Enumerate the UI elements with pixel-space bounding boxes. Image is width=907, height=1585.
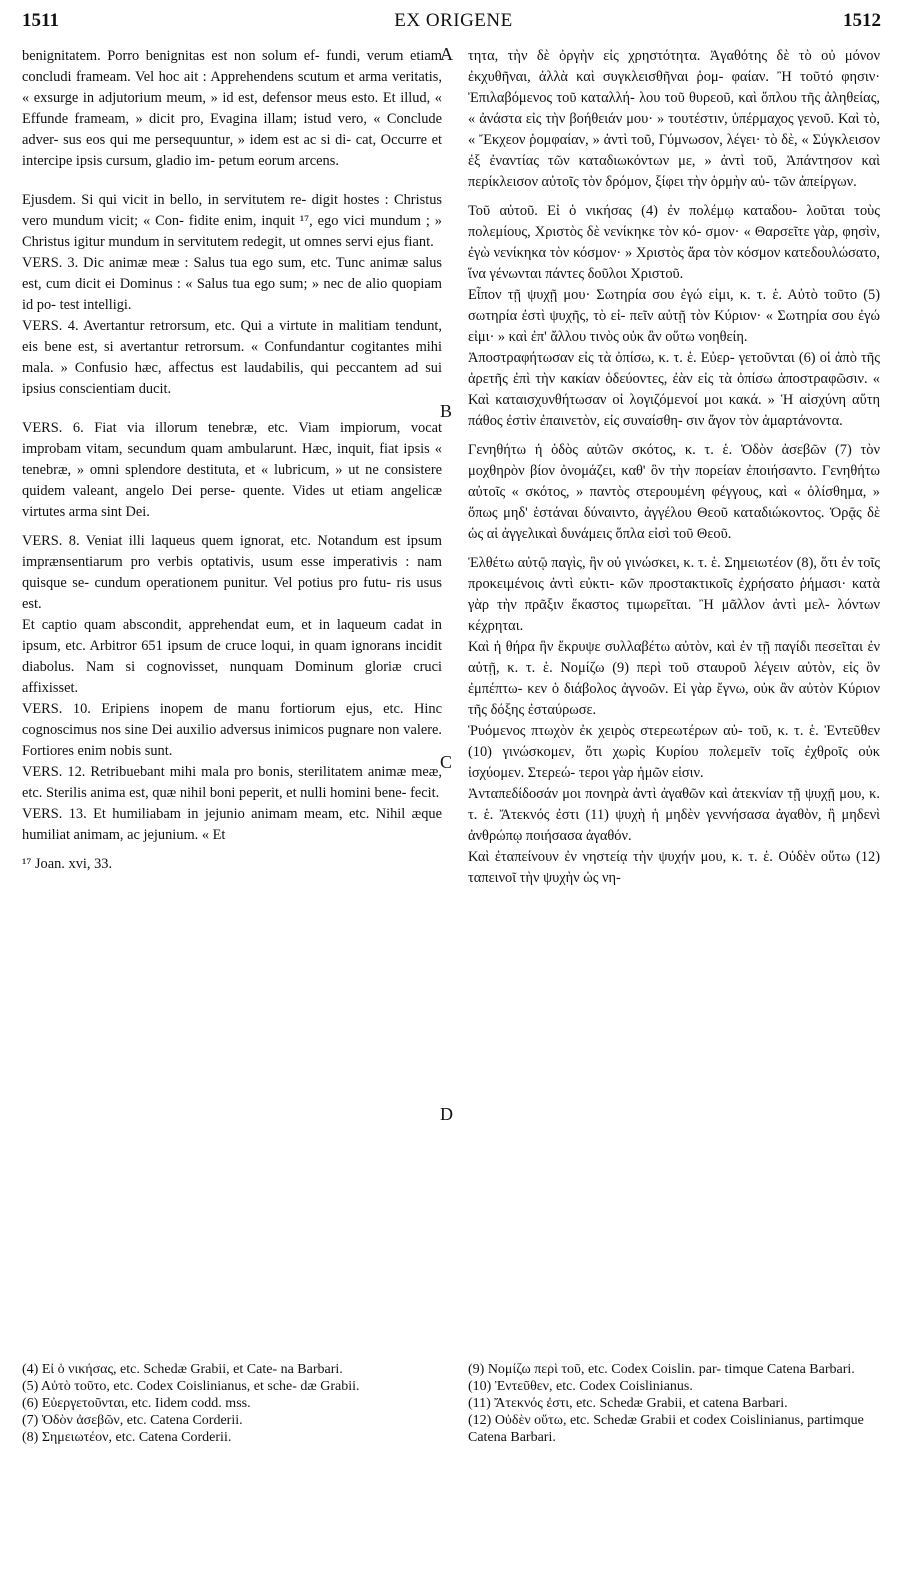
latin-paragraph: benignitatem. Porro benignitas est non solum ef- fundi, verum etiam concludi frameam. Vel hoc ait : Apprehendens scutum et arma veritatis, « exsurge in adjutorium meum, » id est, defensor meus esto. Et illud, « Effunde frameam, » dicit pro, Evagina illam; istud vero, « Conclude adver- sus eos qui me persequuntur, » idem est ac si di- cat, Occurre et intercipe ipsis cursum, gladio im- petum eorum arcens. xyxy=(22,48,442,169)
greek-paragraph: τητα, τὴν δὲ ὀργὴν εἰς χρηστότητα. Ἀγαθότης δὲ τὸ οὐ μόνον ἐκχυθῆναι, ἀλλὰ καὶ συγκλεισθῆναι ῥομ- φαίαν. Ἢ τοῦτό φησιν· Ἐπιλαβόμενος τοῦ καταλλή- λου τοῦ θυρεοῦ, καὶ ὅπλου τῆς ἀληθείας, « ἀνάστα εἰς τὴν βοήθειάν μου· » τουτέστιν, ὑπέρμαχος γενοῦ. Καὶ τὸ, « Ἔκχεον ῥομφαίαν, » ἀντὶ τοῦ, Γύμνωσον, λέγει· τὸ δὲ, « Σύγκλεισον ἐξ ἐναντίας τῶν καταδιωκόντων με, » ἀντὶ τοῦ, Ἀπάντησον καὶ περίκλεισον αὐτοῖς τὸν δρόμον, ξίφει τὴν ὁρμὴν αὐ- τῶν ἀπείργων. xyxy=(468,48,880,190)
note: (7) Ὁδὸν ἀσεβῶν, etc. Catena Corderii. xyxy=(22,1413,243,1428)
greek-paragraph: Ἀποστραφήτωσαν εἰς τὰ ὀπίσω, κ. τ. ἑ. Εὐερ- γετοῦνται (6) οἱ ἀπὸ τῆς ἀρετῆς ἐπὶ τὴν κακίαν ὁδεύοντες, ἐὰν εἰς τὰ ὀπίσω ἀποστραφῶσιν. « Καὶ καταισχυνθήτωσαν οἱ λογιζόμενοί μοι κακά. » Ἡ αἰσχύνη αὕτη πάθος ἐστὶν ἐπαινετὸν, εἰς συναίσθη- σιν ἄγον τὸν ἁμαρτάνοντα. xyxy=(468,350,880,429)
latin-paragraph: VERS. 10. Eripiens inopem de manu fortiorum ejus, etc. Hinc cognoscimus nos sine Dei auxilio adversus inimicos pugnare non valere. Fortiores enim nobis sunt. xyxy=(22,701,442,759)
greek-paragraph: Εἶπον τῇ ψυχῇ μου· Σωτηρία σου ἐγώ εἰμι, κ. τ. ἑ. Αὐτὸ τοῦτο (5) σωτηρία ἐστὶ ψυχῆς, τὸ εἰ- πεῖν αὐτῇ τὸν Κύριον· « Σωτηρία σου ἐγώ εἰμι· » καὶ ἐπ' ἄλλου τινὸς οὐκ ἂν οὕτω νοηθείη. xyxy=(468,287,880,345)
latin-paragraph: Et captio quam abscondit, apprehendat eum, et in laqueum cadat in ipsum, etc. Arbitror 651 ipsum de cruce loqui, in quam ignorans incidit diabolus. Nam si cognovisset, nunquam Dominum gloriæ cruci affixisset. xyxy=(22,617,442,696)
page-number-left: 1511 xyxy=(22,10,59,31)
note: (12) Οὐδὲν οὕτω, etc. Schedæ Grabii et codex Coislinianus, partimque Catena Barbari. xyxy=(468,1413,864,1445)
margin-letter-a: A xyxy=(440,44,453,64)
greek-paragraph: Καὶ ἐταπείνουν ἐν νηστείᾳ τὴν ψυχήν μου, κ. τ. ἑ. Οὐδὲν οὕτω (12) ταπεινοῖ τὴν ψυχὴν ὡς νη- xyxy=(468,849,880,886)
latin-paragraph: VERS. 4. Avertantur retrorsum, etc. Qui a virtute in malitiam tendunt, eis bene est, si avertantur retrorsum. « Confundantur cogitantes mihi mala. » Confusio hæc, affectus est laudabilis, qui peccantem ad sui ipsius conscientiam ducit. xyxy=(22,318,442,397)
margin-letter-d: D xyxy=(440,1104,453,1124)
latin-column xyxy=(22,46,442,875)
note: (9) Νομίζω περὶ τοῦ, etc. Codex Coislin. par- timque Catena Barbari. xyxy=(468,1362,855,1377)
page-number-right: 1512 xyxy=(843,10,881,31)
running-title: EX ORIGENE xyxy=(394,10,513,31)
latin-paragraph: VERS. 13. Et humiliabam in jejunio animam meam, etc. Nihil æque humiliat animam, ac jejunium. « Et xyxy=(22,806,442,843)
latin-paragraph: Ejusdem. Si qui vicit in bello, in servitutem re- digit hostes : Christus vero mundum vicit; « Con- fidite enim, inquit ¹⁷, ego vici mundum ; » Christus igitur mundum in servitutem redegit, ut omnes servi ejus fiant. xyxy=(22,192,442,250)
notes-right xyxy=(468,1361,880,1446)
latin-paragraph: VERS. 3. Dic animæ meæ : Salus tua ego sum, etc. Tunc animæ salus est, cum dicit ei Dominus : « Salus tua ego sum; » nec de alio quopiam id po- test intelligi. xyxy=(22,255,442,313)
note: (5) Αὐτὸ τοῦτο, etc. Codex Coislinianus, et sche- dæ Grabii. xyxy=(22,1379,360,1394)
note: (8) Σημειωτέον, etc. Catena Corderii. xyxy=(22,1430,232,1445)
margin-letter-c: C xyxy=(440,752,453,772)
greek-column xyxy=(468,46,880,889)
margin-letter-b: B xyxy=(440,401,453,421)
latin-paragraph: VERS. 8. Veniat illi laqueus quem ignorat, etc. Notandum est ipsum imprænsentiarum pro verbis optativis, usum esse imperativis : nam quisque se- cundum operationem punitur. Vel potius pro futu- ris usus est. xyxy=(22,533,442,612)
greek-paragraph: Ἐλθέτω αὐτῷ παγὶς, ἣν οὐ γινώσκει, κ. τ. ἑ. Σημειωτέον (8), ὅτι ἐν τοῖς προκειμένοις ἀντὶ εὐκτι- κῶν προστακτικοῖς ἐχρήσατο ῥήμασι· κατὰ γὰρ τὴν πρᾶξιν ἕκαστος τιμωρεῖται. Ἢ μᾶλλον ἀντὶ μελ- λόντων κέχρηται. xyxy=(468,555,880,634)
greek-paragraph: Ἀνταπεδίδοσάν μοι πονηρὰ ἀντὶ ἀγαθῶν καὶ ἀτεκνίαν τῇ ψυχῇ μου, κ. τ. ἑ. Ἄτεκνός ἐστι (11) ψυχὴ ἡ μηδὲν γεννήσασα ἀγαθὸν, ἢ μηδενὶ ἀνθρώπῳ ποιήσασα ἀγαθόν. xyxy=(468,786,880,844)
greek-paragraph: Γενηθήτω ἡ ὁδὸς αὐτῶν σκότος, κ. τ. ἑ. Ὁδὸν ἀσεβῶν (7) τὸν μοχθηρὸν βίον ὀνομάζει, καθ' ὃν τὴν πορείαν ἐποιήσαντο. Γενηθήτω αὐτοῖς « σκότος, » παντὸς στερουμένη φέγγους, καὶ « ὀλίσθημα, » ὅπως μηδ' ἑστάναι δύναιντο, ἀγγέλου Θεοῦ καταδιώκοντος. Ὁρᾷς δὲ ὡς αἱ ἀγγελικαὶ δυνάμεις ὅπλα εἰσὶ τοῦ Θεοῦ. xyxy=(468,442,880,542)
greek-paragraph: Τοῦ αὐτοῦ. Εἰ ὁ νικήσας (4) ἐν πολέμῳ καταδου- λοῦται τοὺς πολεμίους, Χριστὸς δὲ νενίκηκε τὸν κό- σμον· « Θαρσεῖτε γὰρ, φησὶν, ἐγὼ νενίκηκα τὸν κόσμον· » Χριστὸς ἄρα τὸν κόσμον κατεδουλώσατο, ἵνα γένωνται πάντες δοῦλοι Χριστοῦ. xyxy=(468,203,880,282)
page-header xyxy=(0,10,907,40)
footnote-reference: ¹⁷ Joan. xvi, 33. xyxy=(22,856,113,872)
latin-paragraph: VERS. 6. Fiat via illorum tenebræ, etc. Viam impiorum, vocat improbam vitam, secundum quam ambularunt. Hæc, inquit, fiat ipsis « tenebræ, » omni splendore destituta, et « lubricum, » ut ne consistere quidem valeant, angelo Dei perse- quente. Vides ut etiam angelicæ virtutes arma sint Dei. xyxy=(22,420,442,520)
greek-paragraph: Ῥυόμενος πτωχὸν ἐκ χειρὸς στερεωτέρων αὐ- τοῦ, κ. τ. ἑ. Ἐντεῦθεν (10) γινώσκομεν, ὅτι χωρὶς Κυρίου πολεμεῖν τοῖς ἐχθροῖς οὐκ ἰσχύομεν. Στερεώ- τεροι γὰρ ἡμῶν εἰσιν. xyxy=(468,723,880,781)
notes-left xyxy=(22,1361,442,1446)
note: (11) Ἄτεκνός ἐστι, etc. Schedæ Grabii, et catena Barbari. xyxy=(468,1396,788,1411)
note: (6) Εὐεργετοῦνται, etc. Iidem codd. mss. xyxy=(22,1396,251,1411)
note: (10) Ἐντεῦθεν, etc. Codex Coislinianus. xyxy=(468,1379,693,1394)
note: (4) Εἰ ὁ νικήσας, etc. Schedæ Grabii, et Cate- na Barbari. xyxy=(22,1362,343,1377)
greek-paragraph: Καὶ ἡ θήρα ἣν ἔκρυψε συλλαβέτω αὐτὸν, καὶ ἐν τῇ παγίδι πεσεῖται ἐν αὐτῇ, κ. τ. ἑ. Νομίζω (9) περὶ τοῦ σταυροῦ λέγειν αὐτὸν, εἰς ὃν ἐμπέπτω- κεν ὁ διάβολος ἀγνοῶν. Εἰ γὰρ ἔγνω, οὐκ ἂν αὐτὸν Κύριον τῆς δόξης ἐσταύρωσε. xyxy=(468,639,880,718)
latin-paragraph: VERS. 12. Retribuebant mihi mala pro bonis, sterilitatem animæ meæ, etc. Sterilis anima est, quæ nihil boni peperit, et nulli homini bene- fecit. xyxy=(22,764,442,801)
